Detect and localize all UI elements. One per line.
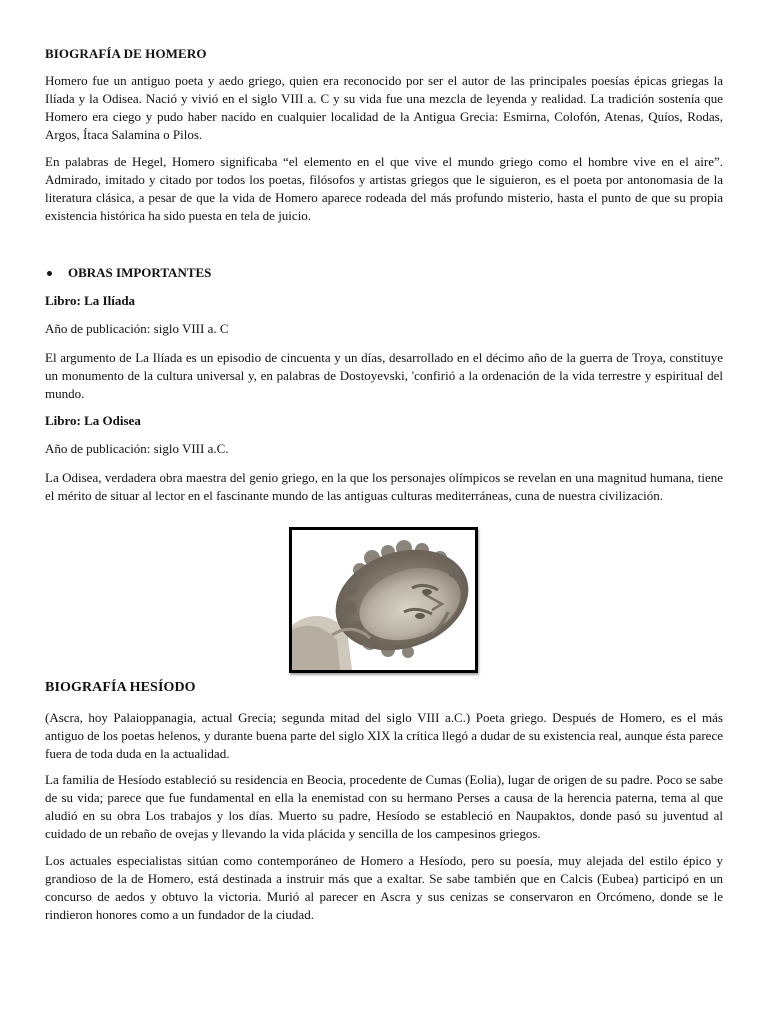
homer-bust-icon (292, 530, 475, 670)
iliad-description: El argumento de La Ilíada es un episodio de cincuenta y un días, desarrollado en el décimo año de la guerra de Troya, constituye un monumento de la cultura universal y, en palabras de Dostoyevski, 'confirió a la ordenación de la vida terrestre y espiritual del mundo. (45, 350, 723, 401)
homer-paragraph-1: Homero fue un antiguo poeta y aedo griego, quien era reconocido por ser el autor de las principales poesías épicas griegas la Ilíada y la Odisea. Nació y vivió en el siglo VIII a. C y su vida fue una mezcla de leyenda y realidad. La tradición sostenía que Homero era ciego y pudo haber nacido en cualquier localidad de la Antigua Grecia: Esmirna, Colofón, Atenas, Quíos, Rodas, Argos, Ítaca Salamina o Pilos. (45, 73, 723, 142)
homer-bust-image (289, 527, 478, 673)
works-heading: OBRAS IMPORTANTES (68, 265, 212, 280)
hesiod-paragraph-3: Los actuales especialistas sitúan como contemporáneo de Homero a Hesíodo, pero su poesía, muy alejada del estilo épico y grandioso de la de Homero, está destinada a instruir más que a exaltar. Se sabe también que en Calcis (Eubea) participó en un concurso de aedos y obtuvo la victoria. Murió al parecer en Ascra y sus cenizas se conservaron en Orcómeno, donde se le rindieron honores como a un fundador de la ciudad. (45, 853, 723, 922)
odyssey-description: La Odisea, verdadera obra maestra del genio griego, en la que los personajes olímpicos se revelan en una magnitud humana, tiene el mérito de situar al lector en el fascinante mundo de las antiguas culturas mediterráneas, cuna de nuestra civilización. (45, 470, 723, 503)
odyssey-year: Año de publicación: siglo VIII a.C. (45, 441, 229, 456)
iliad-year: Año de publicación: siglo VIII a. C (45, 321, 229, 336)
hesiod-biography-heading: BIOGRAFÍA HESÍODO (45, 680, 196, 695)
homer-biography-heading: BIOGRAFÍA DE HOMERO (45, 46, 207, 61)
iliad-title: Libro: La Ilíada (45, 293, 136, 308)
bullet-icon (47, 271, 52, 276)
odyssey-title: Libro: La Odisea (45, 413, 141, 428)
hesiod-paragraph-2: La familia de Hesíodo estableció su residencia en Beocia, procedente de Cumas (Eolia), lugar de origen de su padre. Poco se sabe de su vida; parece que fue fundamental en ella la enemistad con su hermano Perses a causa de la herencia paterna, tema al que aludió en su obra Los trabajos y los días. Muerto su padre, Hesíodo se estableció en Naupaktos, donde pasó su juventud al cuidado de un rebaño de ovejas y llevando la vida plácida y sencilla de los campesinos griegos. (45, 772, 723, 841)
homer-paragraph-2: En palabras de Hegel, Homero significaba “el elemento en el que vive el mundo griego como el hombre vive en el aire”. Admirado, imitado y citado por todos los poetas, filósofos y artistas griegos que le siguieron, es el poeta por antonomasia de la literatura clásica, a pesar de que la vida de Homero aparece rodeada del más profundo misterio, hasta el punto de que su propia existencia histórica ha sido puesta en tela de juicio. (45, 154, 723, 223)
hesiod-paragraph-1: (Ascra, hoy Palaioppanagia, actual Grecia; segunda mitad del siglo VIII a.C.) Poeta griego. Después de Homero, es el más antiguo de los poetas helenos, y durante buena parte del siglo XIX la crítica llegó a dudar de su existencia real, aunque ésta parece fuera de toda duda en la actualidad. (45, 710, 723, 761)
works-heading-row (45, 265, 211, 281)
